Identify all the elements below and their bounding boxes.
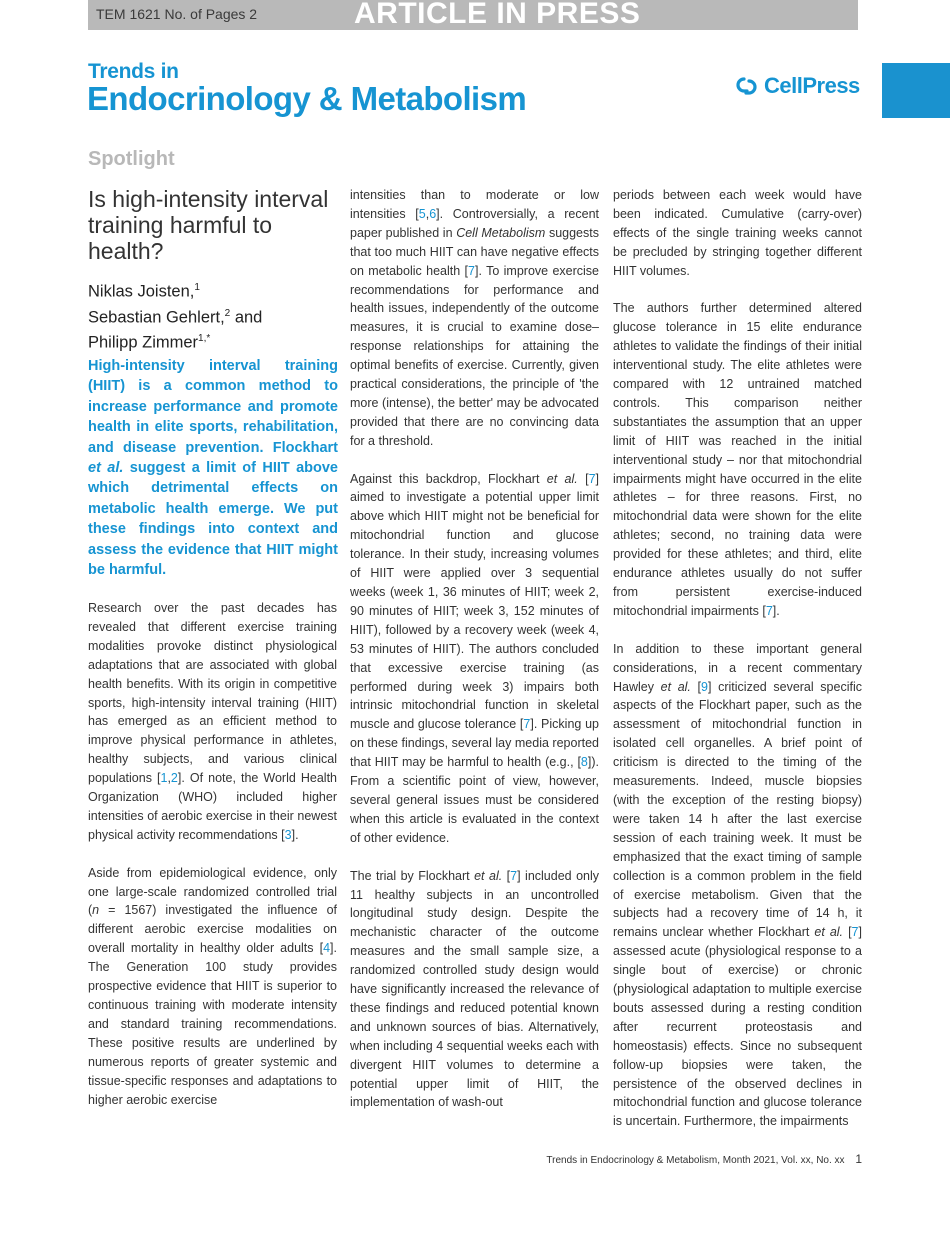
author-name: Philipp Zimmer$^{1,*}$ (88, 333, 211, 352)
citation-link[interactable]: 7 (510, 868, 518, 883)
body-paragraph: intensities than to moderate or low intensities [5,6]. Controversially, a recent paper published in Cell Metabolism suggests that too much HIIT can have negative effects on metabolic health [7]. To improve exercise recommendations for performance and health issues, independently of the outcome measures, it is crucial to examine dose–response relationships for attaining the optimal benefits of exercise. Currently, given practical considerations, the principle of 'the more (intense), the better' may be advocated provided that there are no convincing data for a threshold. (350, 188, 600, 448)
section-label: Spotlight (88, 148, 175, 170)
citation-link[interactable]: 7 (523, 717, 531, 732)
body-column-2 (350, 186, 599, 1131)
publisher-name: CellPress (764, 73, 860, 98)
journal-name-prefix: Trends in (88, 60, 179, 83)
page-number: 1 (855, 1152, 862, 1166)
citation-link[interactable]: 4 (323, 941, 331, 956)
author-name: Sebastian Gehlert,$^2$ and (88, 307, 263, 326)
body-paragraph: periods between each week would have been indicated. Cumulative (carry-over) effects of the single training weeks cannot be precluded by stringing together different HIIT volumes. (613, 188, 862, 278)
article-title: Is high-intensity interval training harmful to health? (88, 186, 329, 264)
citation-link[interactable]: 8 (580, 755, 588, 770)
cellpress-logo (734, 73, 860, 99)
page-footer (0, 1152, 862, 1166)
body-column-3 (613, 186, 862, 1150)
citation-link[interactable]: 3 (284, 827, 292, 842)
article-in-press-banner (88, 0, 858, 30)
body-paragraph: Research over the past decades has revealed that different exercise training modalities provoke distinct physiological adaptations that are associated with global health benefits. With its origin in competitive sports, high-intensity interval training (HIIT) has emerged as an efficient method to improve physical performance in athletes, healthy subjects, and various clinical populations [1,2]. Of note, the World Health Organization (WHO) included higher intensities of aerobic exercise in their newest physical activity recommendations [3]. (88, 601, 337, 842)
page-count-label: TEM 1621 No. of Pages 2 (96, 6, 258, 22)
body-paragraph: The trial by Flockhart et al. [7] included only 11 healthy subjects in an uncontrolled longitudinal study design. Despite the mechanistic character of the outcome measures and the small sample size, a randomized controlled study design would have significantly increased the relevance of these findings and reduced potential known and unknown sources of bias. Alternatively, when including 4 sequential weeks each with divergent HIIT volumes to determine a potential upper limit of HIIT, the implementation of wash-out (350, 868, 599, 1110)
article-in-press-label: ARTICLE IN PRESS (354, 0, 641, 30)
body-paragraph: Against this backdrop, Flockhart et al. [7] aimed to investigate a potential upper limit above which HIIT might not be beneficial for mitochondrial function and glucose tolerance. In their study, increasing volumes of HIIT were applied over 3 sequential weeks (week 1, 36 minutes of HIIT; week 2, 90 minutes of HIIT; week 3, 152 minutes of HIIT), followed by a recovery week (week 4, 53 minutes of HIIT). The authors concluded that excessive exercise training (as performed during week 3) impairs both intrinsic mitochondrial function in skeletal muscle and glucose tolerance [7]. Picking up on these findings, several lay media reported that HIIT may be harmful to health (e.g., [8]). From a scientific point of view, however, several general issues must be considered when this article is evaluated in the context of other evidence. (350, 471, 599, 845)
citation-link[interactable]: 7 (851, 925, 859, 940)
citation-link[interactable]: 9 (701, 679, 708, 694)
author-affiliation-mark: 1,* (198, 333, 211, 344)
journal-color-tab (882, 63, 950, 118)
author-affiliation-mark: 2 (224, 307, 231, 319)
author-list (88, 277, 338, 354)
body-paragraph: The authors further determined altered glucose tolerance in 15 elite endurance athletes to validate the findings of their initial interventional study. The elite athletes were compared with 12 untrained matched controls. This comparison neither substantiates the assumption that an upper limit of HIIT was reached in the initial interventional study – nor that mitochondrial impairments might have occurred in the elite athletes – for three reasons. First, no mitochondrial data were shown for the elite athletes; second, no training data were provided for these athletes; and third, elite endurance athletes usually do not suffer from persistent exercise-induced mitochondrial impairments [7]. (613, 301, 862, 618)
cellpress-icon (734, 75, 760, 97)
body-paragraph: In addition to these important general considerations, in a recent commentary Hawley et al. [9] criticized several specific aspects of the Flockhart paper, such as the assessment of mitochondrial function in isolated cell organelles. A brief point of criticism is directed to the timing of the measurements. Indeed, muscle biopsies (with the exception of the resting biopsy) were taken 14 h after the last exercise session of each training week. It must be emphasized that the exact timing of sample collection is a common problem in the field of exercise metabolism. Given that the subjects had a recovery time of 14 h, it remains unclear whether Flockhart et al. [7] assessed acute (physiological response to a single bout of exercise) or chronic (physiological adaptation to multiple exercise bouts assessed during a resting condition after recurrent proteostasis and homeostasis) effects. Since no subsequent follow-up biopsies were taken, the persistence of the observed declines in mitochondrial function and glucose tolerance is uncertain. Furthermore, the impairments (613, 641, 862, 1129)
citation-link[interactable]: 6 (429, 206, 437, 221)
body-column-1 (88, 599, 337, 1128)
author-name: Niklas Joisten,$^1$ (88, 282, 200, 301)
body-paragraph: Aside from epidemiological evidence, only one large-scale randomized controlled trial (n = 1567) investigated the influence of different aerobic exercise modalities on overall mortality in healthy older adults [4]. The Generation 100 study provides prospective evidence that HIIT is superior to continuous training with moderate intensity and standard training recommendations. These positive results are underlined by numerous reports of greater systemic and tissue-specific responses and adaptations to higher aerobic exercise (88, 865, 337, 1107)
citation-link[interactable]: 5 (418, 206, 426, 221)
footer-citation: Trends in Endocrinology & Metabolism, Month 2021, Vol. xx, No. xx (546, 1155, 845, 1166)
citation-link[interactable]: 1 (160, 771, 168, 786)
journal-name: Endocrinology & Metabolism (87, 80, 527, 117)
abstract: High-intensity interval training (HIIT) is a common method to increase performance and promote health in elite sports, rehabilitation, and disease prevention. Flockhart et al. suggest a limit of HIIT above which detrimental effects on metabolic health emerge. We put these findings into context and assess the evidence that HIIT might be harmful. (88, 358, 339, 579)
citation-link[interactable]: 7 (468, 263, 475, 278)
citation-link[interactable]: 7 (765, 603, 773, 618)
author-affiliation-mark: 1 (194, 282, 200, 293)
citation-link[interactable]: 2 (170, 771, 178, 786)
citation-link[interactable]: 7 (588, 471, 596, 486)
